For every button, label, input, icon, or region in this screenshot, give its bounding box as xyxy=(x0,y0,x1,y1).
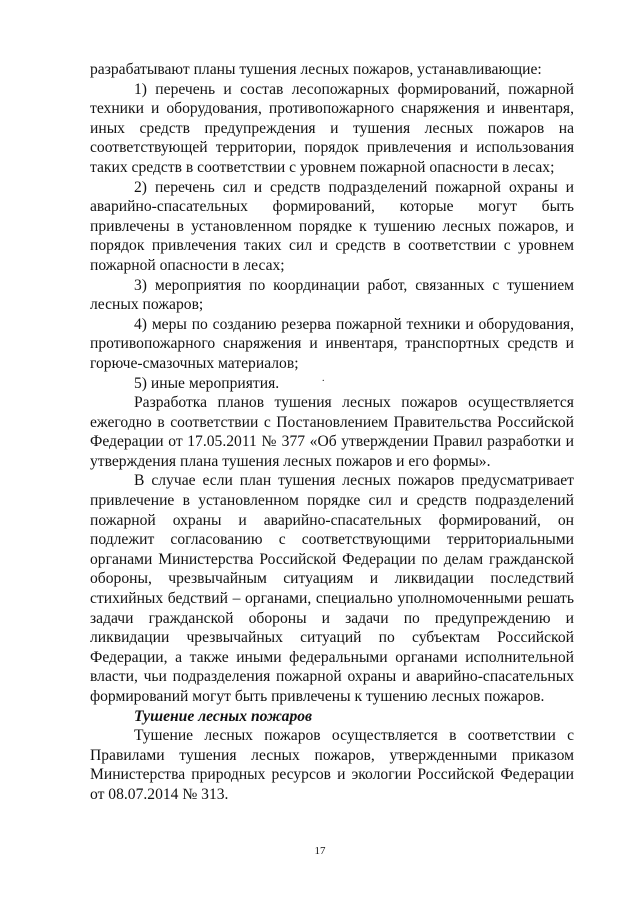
page-number: 17 xyxy=(314,845,326,857)
list-item-1: 1) перечень и состав лесопожарных формирований, пожарной техники и оборудования, противопожарного снаряжения и инвентаря, иных средств предупреждения и тушения лесных пожаров на соответствующей территории, порядок привлечения и использования таких средств в соответствии с уровнем пожарной опасности в лесах; xyxy=(90,80,574,176)
stray-mark: . xyxy=(322,373,325,384)
list-item-2: 2) перечень сил и средств подразделений пожарной охраны и аварийно-спасательных формирований, которые могут быть привлечены в установленном порядке к тушению лесных пожаров, и порядок привлечения таких сил и средств в соответствии с уровнем пожарной опасности в лесах; xyxy=(90,178,574,274)
list-item-4: 4) меры по созданию резерва пожарной техники и оборудования, противопожарного снаряжения и инвентаря, транспортных средств и горюче-смазочных материалов; xyxy=(90,315,574,372)
section-heading: Тушение лесных пожаров xyxy=(134,707,313,725)
list-item-3: 3) мероприятия по координации работ, связанных с тушением лесных пожаров; xyxy=(90,276,574,314)
document-page xyxy=(90,60,574,805)
list-item-5: 5) иные мероприятия. xyxy=(134,374,280,392)
section-paragraph: Тушение лесных пожаров осуществляется в соответствии с Правилами тушения лесных пожаров, утвержденными приказом Министерства природных ресурсов и экологии Российской Федерации от 08.07.2014 № 313. xyxy=(90,727,574,803)
paragraph-plan-approval: В случае если план тушения лесных пожаров предусматривает привлечение в установленном порядке сил и средств подразделений пожарной охраны и аварийно-спасательных формирований, он подлежит согласованию с соответствующими территориальными органами Министерства Российской Федерации по делам гражданской обороны, чрезвычайным ситуациям и ликвидации последствий стихийных бедствий – органами, специально уполномоченными решать задачи гражданской обороны и задачи по предупреждению и ликвидации чрезвычайных ситуаций по субъектам Российской Федерации, а также иными федеральными органами исполнительной власти, чьи подразделения пожарной охраны и аварийно-спасательных формирований могут быть привлечены к тушению лесных пожаров. xyxy=(90,472,574,705)
paragraph-intro: разрабатывают планы тушения лесных пожаров, устанавливающие: xyxy=(90,61,542,78)
paragraph-plan-development: Разработка планов тушения лесных пожаров осуществляется ежегодно в соответствии с Постановлением Правительства Российской Федерации от 17.05.2011 № 377 «Об утверждении Правил разработки и утверждения плана тушения лесных пожаров и его формы». xyxy=(90,394,574,470)
